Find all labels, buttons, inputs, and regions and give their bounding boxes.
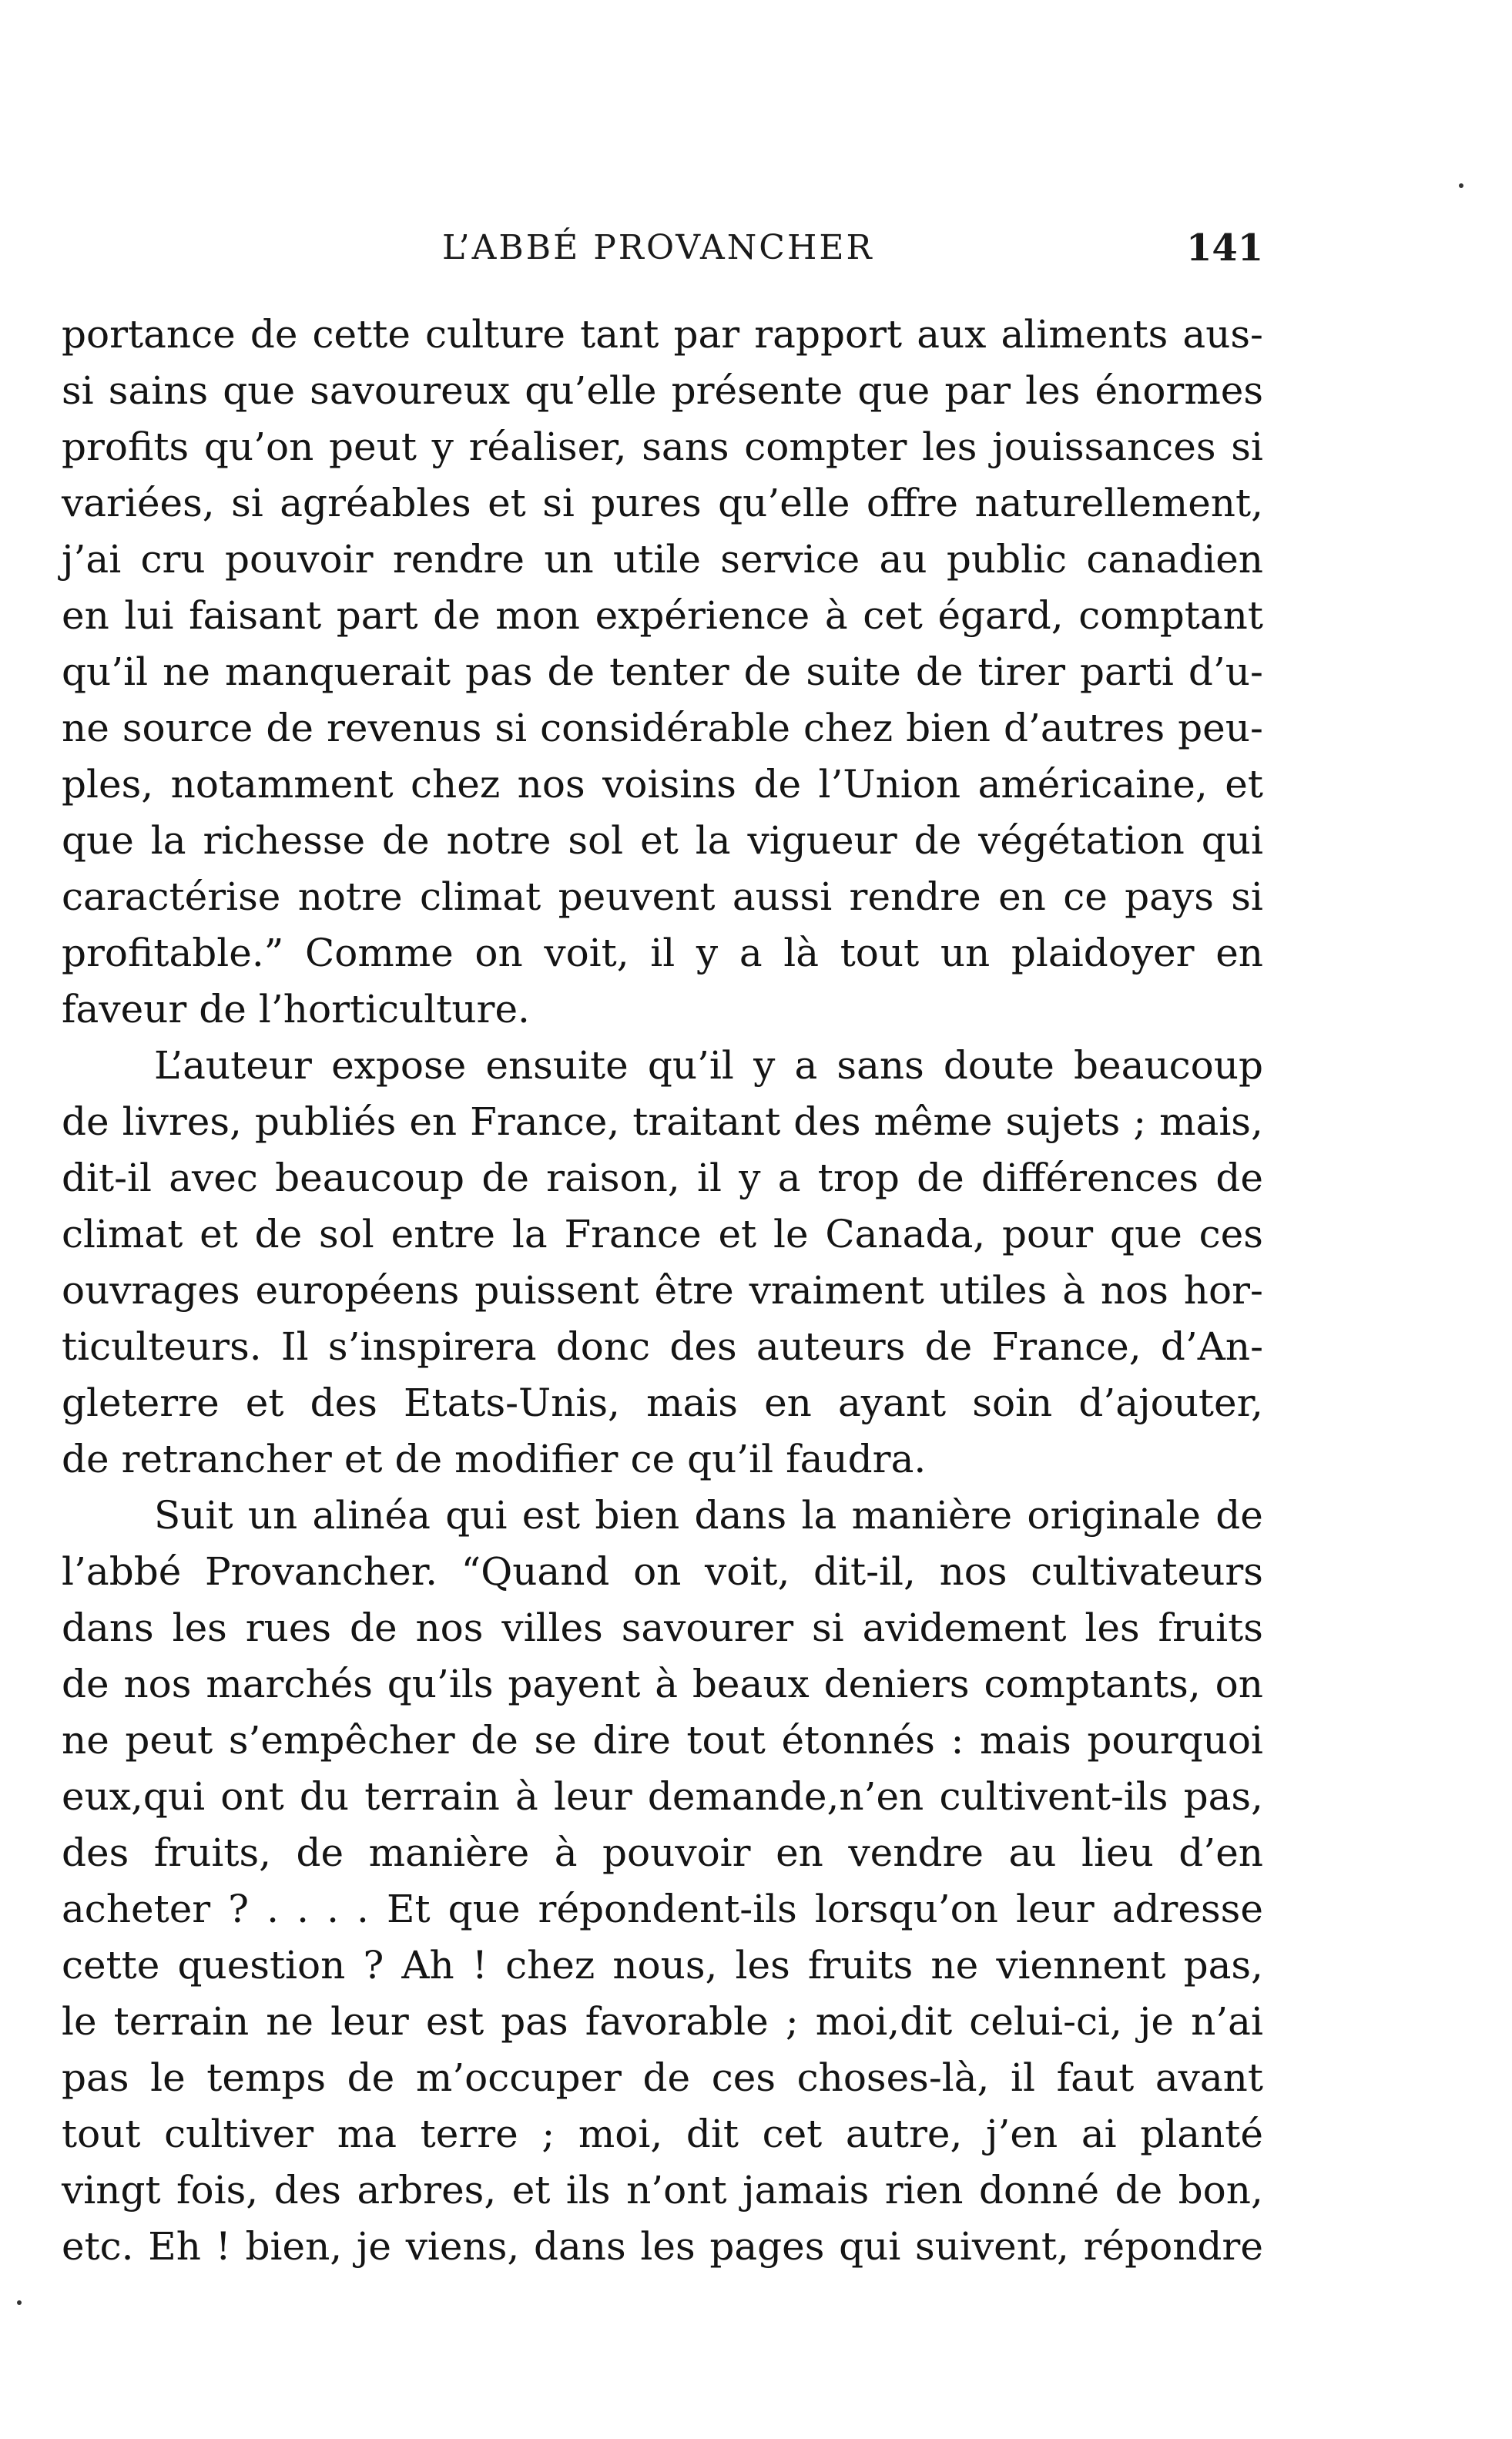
text-line: profitable.” Comme on voit, il y a là tout un plaidoyer en [62,931,1263,975]
text-line: le terrain ne leur est pas favorable ; moi,dit celui-ci, je n’ai [62,1999,1263,2044]
text-line: climat et de sol entre la France et le Canada, pour que ces [62,1212,1263,1256]
text-line: si sains que savoureux qu’elle présente que par les énormes [62,368,1263,413]
text-line: vingt fois, des arbres, et ils n’ont jamais rien donné de bon, [62,2168,1263,2213]
ink-speck [17,2300,22,2305]
text-line: L’auteur expose ensuite qu’il y a sans doute beaucoup [154,1043,1263,1088]
body-text [62,307,1263,2275]
ink-speck [1459,183,1463,188]
text-line: ne source de revenus si considérable chez bien d’autres peu- [62,706,1263,750]
text-line: dans les rues de nos villes savourer si avidement les fruits [62,1605,1263,1650]
text-line: faveur de l’horticulture. [62,987,530,1032]
text-line: acheter ? . . . . Et que répondent-ils lorsqu’on leur adresse [62,1887,1263,1931]
text-line: portance de cette culture tant par rapport aux aliments aus- [62,312,1263,357]
text-line: ticulteurs. Il s’inspirera donc des auteurs de France, d’An- [62,1324,1263,1369]
text-line: ouvrages européens puissent être vraiment utiles à nos hor- [62,1268,1263,1313]
running-header: L’ABBÉ PROVANCHER [442,228,874,267]
text-line: Suit un alinéa qui est bien dans la manière originale de [154,1493,1263,1538]
text-line: de livres, publiés en France, traitant des même sujets ; mais, [62,1099,1263,1144]
text-line: ples, notamment chez nos voisins de l’Union américaine, et [62,762,1263,807]
text-line: qu’il ne manquerait pas de tenter de suite de tirer parti d’u- [62,649,1263,694]
text-line: eux,qui ont du terrain à leur demande,n’en cultivent-ils pas, [62,1774,1263,1819]
page-number: 141 [1186,226,1264,270]
text-line: variées, si agréables et si pures qu’elle offre naturellement, [62,481,1263,525]
text-line: j’ai cru pouvoir rendre un utile service au public canadien [62,537,1263,582]
text-line: dit-il avec beaucoup de raison, il y a trop de différences de [62,1156,1263,1200]
text-line: de nos marchés qu’ils payent à beaux deniers comptants, on [62,1662,1263,1706]
text-line: gleterre et des Etats-Unis, mais en ayant soin d’ajouter, [62,1381,1263,1425]
text-line: profits qu’on peut y réaliser, sans compter les jouissances si [62,424,1263,469]
text-line: de retrancher et de modifier ce qu’il faudra. [62,1437,927,1481]
text-line: en lui faisant part de mon expérience à cet égard, comptant [62,593,1263,638]
text-line: cette question ? Ah ! chez nous, les fruits ne viennent pas, [62,1943,1263,1988]
text-line: tout cultiver ma terre ; moi, dit cet autre, j’en ai planté [62,2112,1263,2156]
text-line: ne peut s’empêcher de se dire tout étonnés : mais pourquoi [62,1718,1263,1763]
text-line: que la richesse de notre sol et la vigueur de végétation qui [62,818,1263,863]
text-line: des fruits, de manière à pouvoir en vendre au lieu d’en [62,1830,1263,1875]
text-line: pas le temps de m’occuper de ces choses-là, il faut avant [62,2055,1263,2100]
text-line: etc. Eh ! bien, je viens, dans les pages qui suivent, répondre [62,2224,1263,2269]
text-line: caractérise notre climat peuvent aussi rendre en ce pays si [62,874,1263,919]
text-line: l’abbé Provancher. “Quand on voit, dit-il, nos cultivateurs [62,1549,1263,1594]
